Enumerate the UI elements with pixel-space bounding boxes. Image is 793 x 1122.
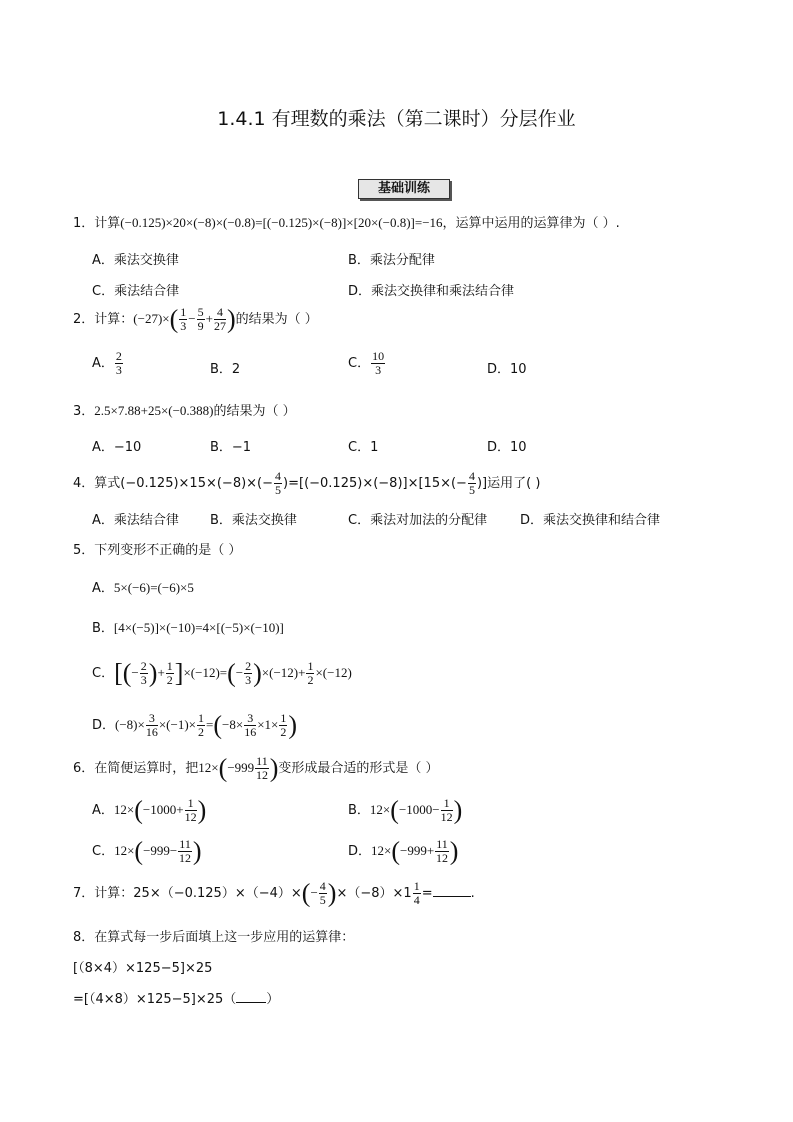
question-1 [73, 212, 620, 231]
q1-suffix: ，运算中运用的运算律为（ ）. [442, 216, 620, 231]
q6-expression: 12× [198, 760, 219, 775]
q8-line-1: [（8×4）×125−5]×25 [73, 961, 213, 976]
q5-option-b: B．[4×(−5)]×(−10)=4×[(−5)×(−10)] [92, 620, 284, 636]
q4-middle: )=[(−0.125)×(−8)]×[15×(− [283, 476, 467, 491]
q1-number: 1． [73, 216, 95, 231]
q7-prefix: 计算：25×（−0.125）×（−4）× [94, 886, 302, 901]
q6-option-a: A．12×(−1000+ $\frac{1}{12}$ ) [92, 795, 207, 825]
q1-option-c: C．乘法结合律 [92, 284, 180, 299]
q7-number: 7． [73, 886, 95, 901]
q2-option-a: A． $\frac{2}{3}$ [92, 349, 122, 377]
question-4 [73, 470, 540, 497]
q5-option-d: D．(−8)× $\frac{3}{16}$ ×(−1)× $\frac{1}{2}$ =(−8× $\frac{3}{16}$ ×1× $\frac{1}{2}$ ) [92, 710, 298, 740]
q5-number: 5． [73, 543, 95, 558]
q1-option-a: A．乘法交换律 [92, 253, 179, 268]
q6-inner: −999 [227, 760, 255, 775]
q6-fraction: $\frac{11}{12}$ [255, 754, 268, 782]
q2-expression: (−27)× [133, 311, 170, 326]
q4-option-d: D．乘法交换律和结合律 [520, 513, 661, 528]
q7-fraction: $\frac{4}{5}$ [319, 879, 326, 907]
q2-option-c: C． $\frac{10}{3}$ [348, 349, 385, 377]
q3-option-b: B．−1 [210, 440, 252, 455]
q7-mixed-fraction: $\frac{1}{4}$ [413, 879, 420, 907]
q1-expression: (−0.125)×20×(−8)×(−0.8)=[(−0.125)×(−8)]×[20×(−0.8)]=−16 [120, 215, 443, 230]
q2-left-paren: ( [169, 304, 179, 334]
q2-op-1: − [188, 311, 196, 326]
q4-option-a: A．乘法结合律 [92, 513, 179, 528]
q6-prefix: 在简便运算时，把 [94, 761, 199, 776]
q8-text: 在算式每一步后面填上这一步应用的运算律： [94, 930, 355, 945]
q4-suffix: )]运用了( ) [476, 476, 541, 491]
q6-option-d: D．12×(−999+ $\frac{11}{12}$ ) [348, 836, 459, 866]
section-heading: 基础训练 [358, 179, 450, 199]
q2-fraction-2: $\frac{5}{9}$ [197, 305, 204, 333]
q2-prefix: 计算： [94, 312, 134, 327]
q2-suffix: 的结果为（ ） [235, 312, 318, 327]
q4-fraction-2: $\frac{4}{5}$ [468, 469, 475, 497]
q4-option-c: C．乘法对加法的分配律 [348, 513, 488, 528]
q5-option-a: A．5×(−6)=(−6)×5 [92, 580, 194, 596]
q3-option-c: C．1 [348, 440, 379, 455]
q2-fraction-1: $\frac{1}{3}$ [180, 305, 187, 333]
q3-option-a: A．−10 [92, 440, 142, 455]
q8-line-2: =[（4×8）×125−5]×25（ ） [73, 992, 280, 1007]
q3-suffix: 的结果为（ ） [213, 404, 296, 419]
q3-number: 3． [73, 404, 95, 419]
q4-number: 4． [73, 476, 95, 491]
q1-option-b: B．乘法分配律 [348, 253, 435, 268]
question-7: 7．计算：25×（−0.125）×（−4）×(− $\frac{4}{5}$ )×（−8）×1 $\frac{1}{4}$ = . [73, 878, 475, 908]
q5-option-c: C．[(− $\frac{2}{3}$ )+ $\frac{1}{2}$ ]×(−12)=(− $\frac{2}{3}$ )×(−12)+ $\frac{1}{2}$ ×(−12) [92, 658, 352, 688]
q6-suffix: 变形成最合适的形式是（ ） [278, 761, 439, 776]
q4-fraction-1: $\frac{4}{5}$ [275, 469, 282, 497]
question-3 [73, 400, 296, 419]
q8-answer-blank[interactable] [236, 990, 266, 1003]
q5-text: 下列变形不正确的是（ ） [94, 543, 242, 558]
page-title: 1.4.1 有理数的乘法（第二课时）分层作业 [217, 108, 576, 130]
q2-fraction-3: $\frac{4}{27}$ [213, 305, 226, 333]
q6-number: 6． [73, 761, 95, 776]
q7-period: . [470, 886, 475, 901]
q2-number: 2． [73, 312, 95, 327]
q1-option-d: D．乘法交换律和乘法结合律 [348, 284, 515, 299]
q3-option-d: D．10 [487, 440, 527, 455]
question-6: 6．在简便运算时，把12×(−999 $\frac{11}{12}$ )变形成最合适的形式是（ ） [73, 753, 439, 783]
q3-expression: 2.5×7.88+25×(−0.388) [94, 403, 214, 418]
question-5 [73, 539, 241, 558]
q2-option-b: B．2 [210, 362, 241, 377]
q7-equals: = [421, 886, 433, 901]
q6-option-c: C．12×(−999− $\frac{11}{12}$ ) [92, 836, 202, 866]
q2-op-2: + [205, 311, 213, 326]
q7-middle: ×（−8）×1 [336, 886, 412, 901]
q8-number: 8． [73, 930, 95, 945]
question-8 [73, 926, 354, 945]
q4-prefix: 算式(−0.125)×15×(−8)×(− [94, 476, 274, 491]
q2-option-d: D．10 [487, 362, 527, 377]
question-2 [73, 306, 318, 333]
q7-answer-blank[interactable] [433, 884, 471, 897]
q2-right-paren: ) [226, 304, 236, 334]
q4-option-b: B．乘法交换律 [210, 513, 297, 528]
q1-prefix: 计算 [94, 216, 121, 231]
q6-option-b: B．12×(−1000− $\frac{1}{12}$ ) [348, 795, 463, 825]
